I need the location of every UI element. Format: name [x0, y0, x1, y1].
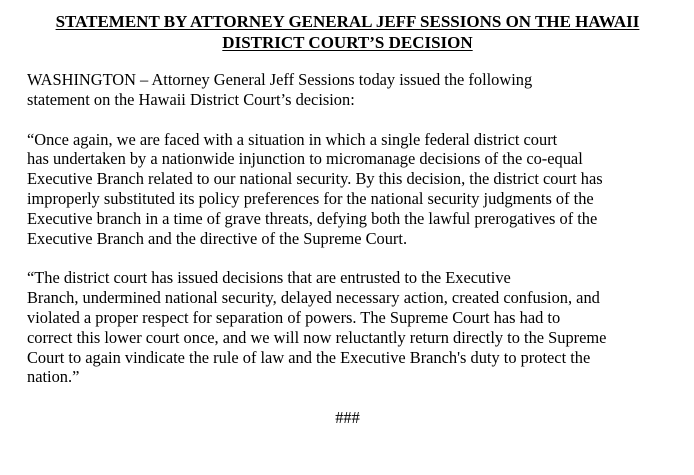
quote-paragraph-1: “Once again, we are faced with a situation in which a single federal district court has undertaken by a nationwide injunction to micromanage decisions of the co-equal Executive Branch related to our national security. By this decision, the district court has improperly substituted its policy preferences for the national security judgments of the Executive branch in a time of grave threats, defying both the lawful prerogatives of the Executive Branch and the directive of the Supreme Court.: [27, 129, 603, 248]
intro-paragraph: WASHINGTON – Attorney General Jeff Sessions today issued the following statement on the Hawaii District Court’s decision:: [27, 70, 533, 109]
end-of-release-mark: ###: [335, 408, 360, 428]
title-line-1: STATEMENT BY ATTORNEY GENERAL JEFF SESSIONS ON THE HAWAII: [55, 12, 640, 31]
title-line-2: DISTRICT COURT’S DECISION: [222, 33, 473, 52]
statement-title: [27, 11, 668, 53]
quote-paragraph-2: “The district court has issued decisions that are entrusted to the Executive Branch, undermined national security, delayed necessary action, created confusion, and violated a proper respect for separation of powers. The Supreme Court has had to correct this lower court once, and we will now reluctantly return directly to the Supreme Court to again vindicate the rule of law and the Executive Branch's duty to protect the nation.”: [27, 268, 607, 387]
